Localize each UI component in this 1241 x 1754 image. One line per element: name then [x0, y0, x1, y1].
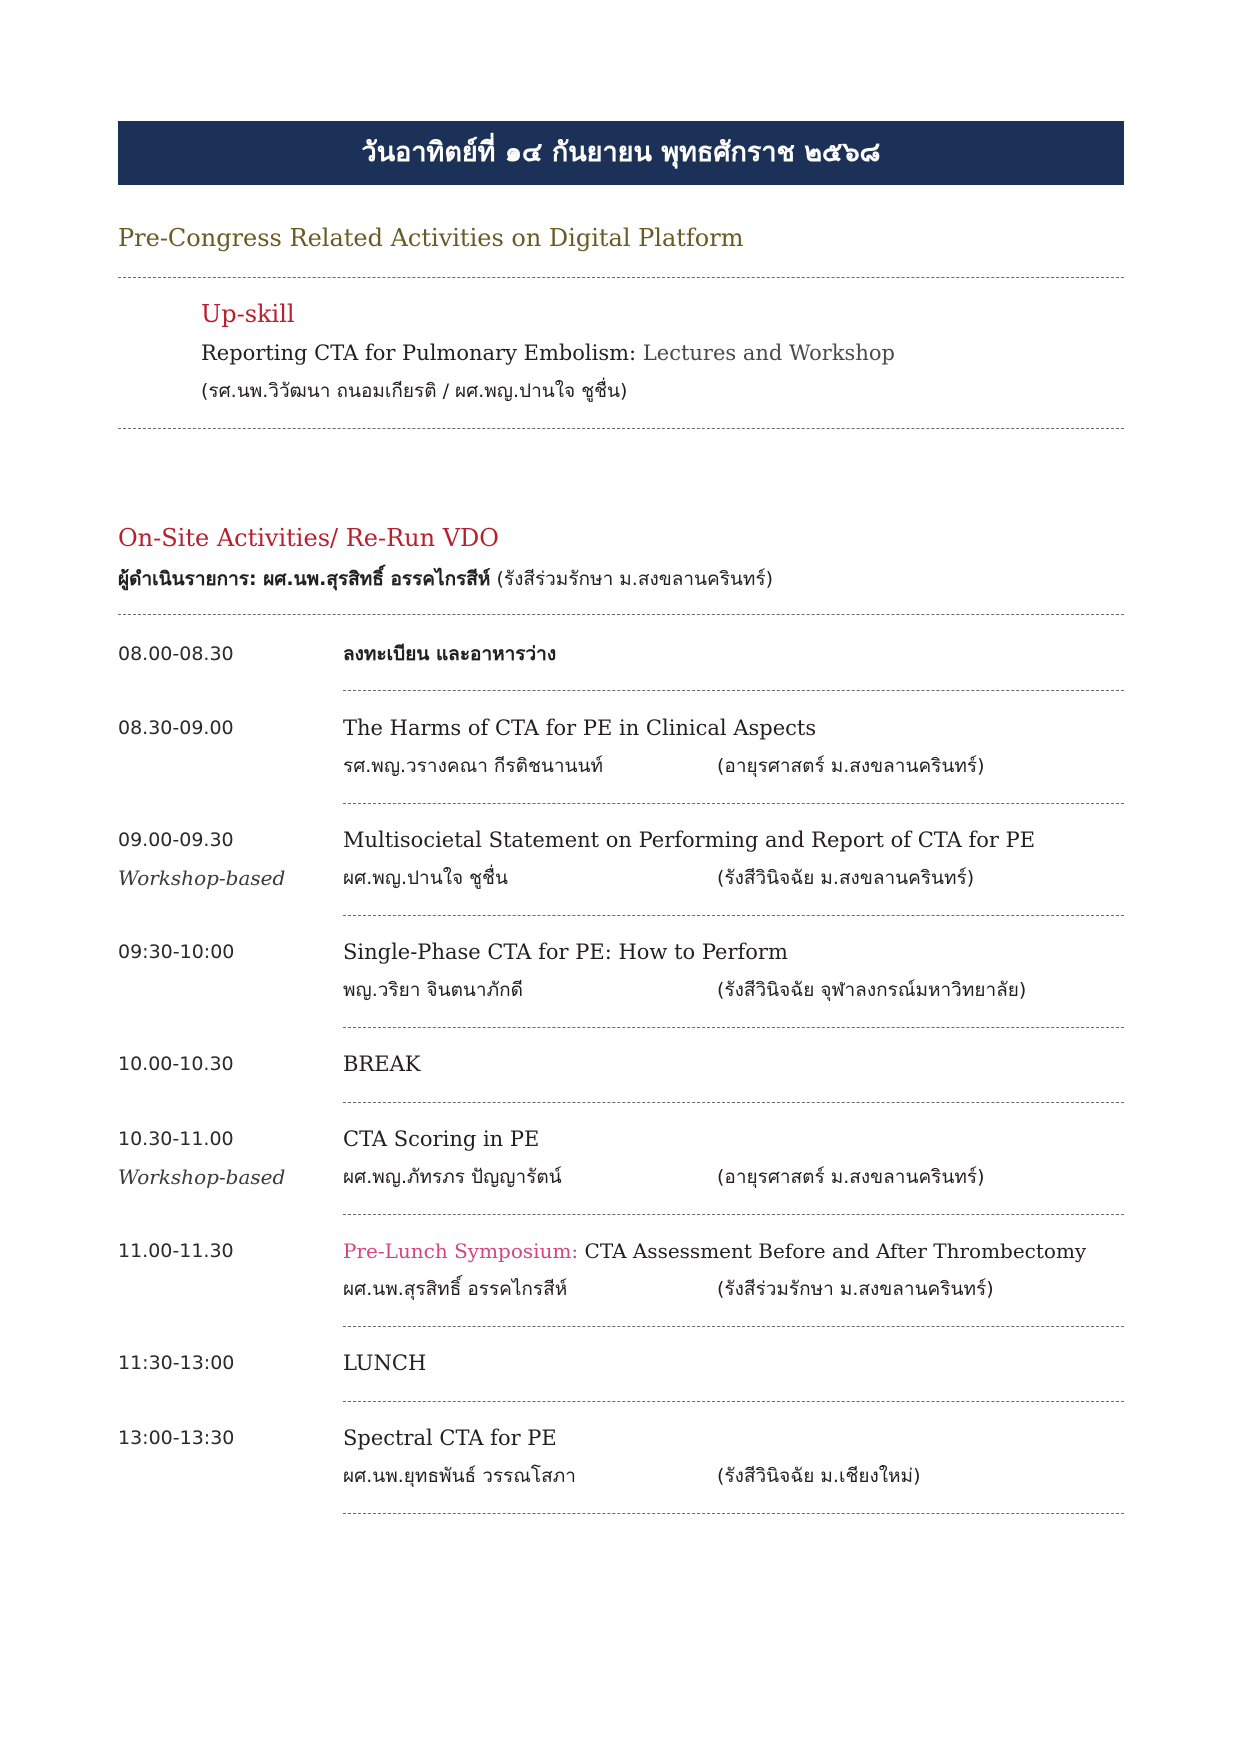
- session-affiliation: (รังสีวินิจฉัย ม.เชียงใหม่): [717, 1465, 921, 1487]
- divider: [118, 614, 1124, 615]
- divider: [118, 277, 1124, 278]
- session-speaker: ผศ.พญ.ปานใจ ชูชื่น: [343, 867, 508, 889]
- pre-congress-title: Pre-Congress Related Activities on Digital Platform: [118, 224, 744, 252]
- session-time: 11:30-13:00: [118, 1352, 235, 1374]
- session-affiliation: (อายุรศาสตร์ ม.สงขลานครินทร์): [717, 1166, 985, 1188]
- divider: [343, 803, 1124, 804]
- session-affiliation: (รังสีร่วมรักษา ม.สงขลานครินทร์): [717, 1278, 994, 1300]
- session-title: The Harms of CTA for PE in Clinical Aspects: [343, 716, 817, 740]
- session-time: 10.30-11.00: [118, 1128, 234, 1150]
- session-title: BREAK: [343, 1052, 421, 1076]
- divider: [343, 915, 1124, 916]
- session-time: 13:00-13:30: [118, 1427, 235, 1449]
- divider: [343, 1027, 1124, 1028]
- session-title: ลงทะเบียน และอาหารว่าง: [343, 643, 557, 665]
- session-title: [343, 1237, 1086, 1265]
- session-time: 11.00-11.30: [118, 1240, 234, 1262]
- session-title: Spectral CTA for PE: [343, 1426, 557, 1450]
- session-speaker: พญ.วริยา จินตนาภักดี: [343, 979, 523, 1001]
- onsite-title: On-Site Activities/ Re-Run VDO: [118, 524, 499, 552]
- upskill-heading: Up-skill: [201, 300, 295, 328]
- upskill-topic-rest: Lectures and Workshop: [636, 341, 895, 365]
- session-speaker: ผศ.พญ.ภัทรภร ปัญญารัตน์: [343, 1166, 562, 1188]
- upskill-topic-bold: Reporting CTA for Pulmonary Embolism:: [201, 341, 637, 365]
- divider: [343, 1401, 1124, 1402]
- divider: [118, 428, 1124, 429]
- divider: [343, 1102, 1124, 1103]
- date-banner: วันอาทิตย์ที่ ๑๔ กันยายน พุทธศักราช ๒๕๖๘: [118, 121, 1124, 185]
- session-speaker: ผศ.นพ.สุรสิทธิ์ อรรคไกรสีห์: [343, 1278, 568, 1300]
- moderator-affil: (รังสีร่วมรักษา ม.สงขลานครินทร์): [490, 568, 774, 590]
- divider: [343, 1513, 1124, 1514]
- session-time: 10.00-10.30: [118, 1053, 234, 1075]
- session-time: 09.00-09.30: [118, 829, 234, 851]
- divider: [343, 1326, 1124, 1327]
- upskill-speakers: (รศ.นพ.วิวัฒนา ถนอมเกียรติ / ผศ.พญ.ปานใจ ชูชื่น): [201, 380, 628, 402]
- symposium-title: CTA Assessment Before and After Thrombectomy: [578, 1239, 1087, 1263]
- upskill-topic: [201, 339, 895, 367]
- session-note: Workshop-based: [118, 866, 286, 890]
- session-time: 09:30-10:00: [118, 941, 235, 963]
- session-note: Workshop-based: [118, 1165, 286, 1189]
- moderator-label: ผู้ดำเนินรายการ: ผศ.นพ.สุรสิทธิ์ อรรคไกรสีห์: [118, 568, 491, 590]
- session-title: CTA Scoring in PE: [343, 1127, 540, 1151]
- session-speaker: รศ.พญ.วรางคณา กีรติชนานนท์: [343, 755, 604, 777]
- session-time: 08.00-08.30: [118, 643, 234, 665]
- session-affiliation: (อายุรศาสตร์ ม.สงขลานครินทร์): [717, 755, 985, 777]
- session-affiliation: (รังสีวินิจฉัย จุฬาลงกรณ์มหาวิทยาลัย): [717, 979, 1027, 1001]
- session-time: 08.30-09.00: [118, 717, 234, 739]
- divider: [343, 690, 1124, 691]
- session-title: Single-Phase CTA for PE: How to Perform: [343, 940, 788, 964]
- divider: [343, 1214, 1124, 1215]
- symposium-label: Pre-Lunch Symposium:: [343, 1239, 579, 1263]
- session-title: Multisocietal Statement on Performing and Report of CTA for PE: [343, 828, 1036, 852]
- session-title: LUNCH: [343, 1351, 427, 1375]
- moderator-line: [118, 565, 773, 593]
- session-affiliation: (รังสีวินิจฉัย ม.สงขลานครินทร์): [717, 867, 975, 889]
- session-speaker: ผศ.นพ.ยุทธพันธ์ วรรณโสภา: [343, 1465, 576, 1487]
